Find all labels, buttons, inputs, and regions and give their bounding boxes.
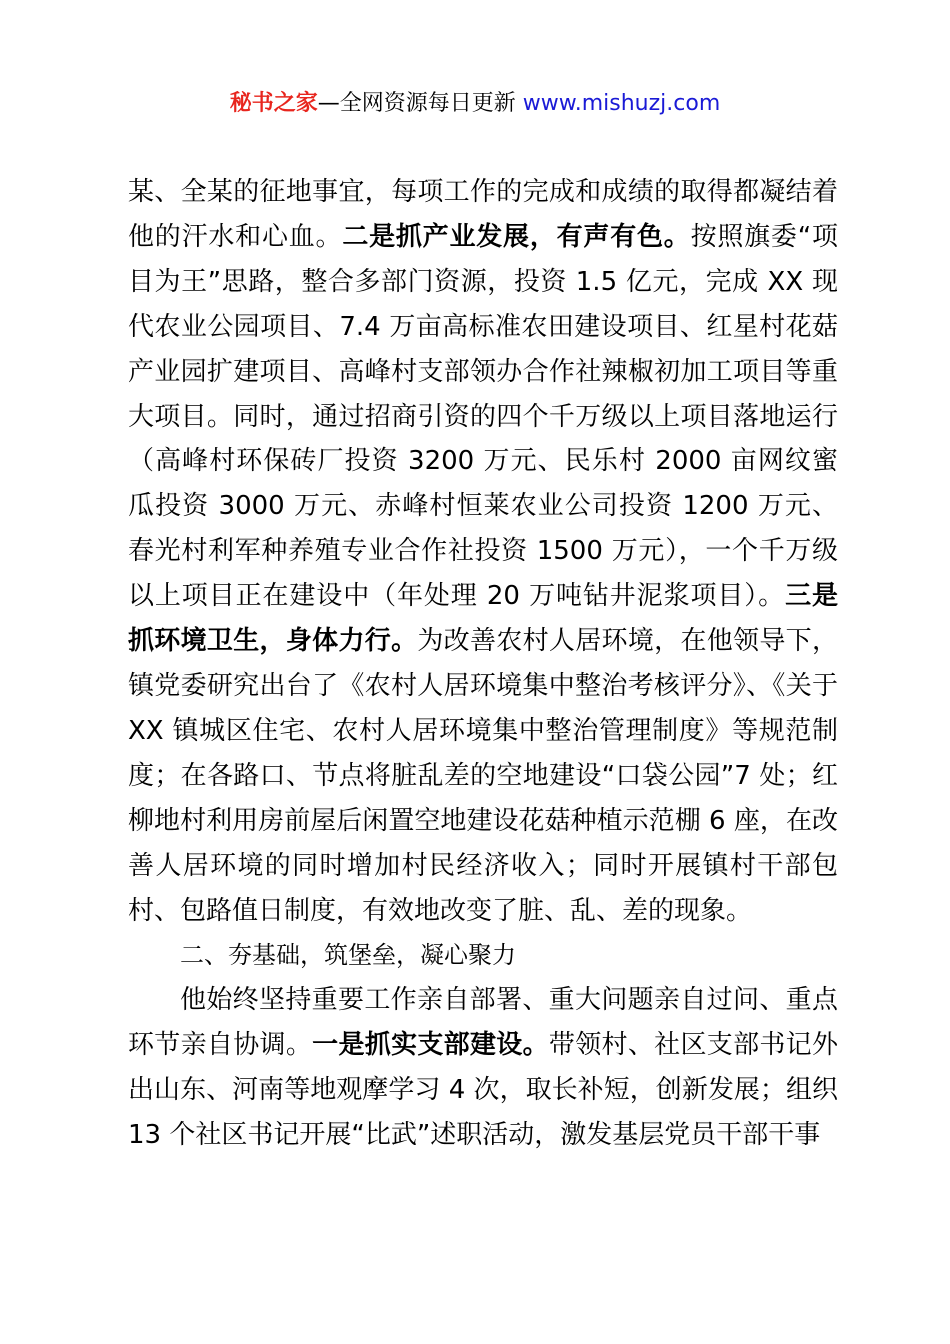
document-body <box>128 170 838 1158</box>
bold-subheading: 三是抓环境卫生，身体力行。 <box>128 581 838 657</box>
header-url-link[interactable]: www.mishuzj.com <box>522 91 721 116</box>
paragraph-text: 他始终坚持重要工作亲自部署、重大问题亲自过问、重点环节亲自协调。 <box>128 985 838 1061</box>
paragraph-text: 为改善农村人居环境，在他领导下，镇党委研究出台了《农村人居环境集中整治考核评分》、《关于 XX 镇城区住宅、农村人居环境集中整治管理制度》等规范制度；在各路口、节点将脏乱差的空地建设“口袋公园”7 处；红柳地村利用房前屋后闲置空地建设花菇种植示范棚 6 座，在改善人居环境的同时增加村民经济收入；同时开展镇村干部包村、包路值日制度，有效地改变了脏、乱、差的现象。 <box>128 626 838 926</box>
page-header <box>0 88 950 120</box>
paragraph-text: 带领村、社区支部书记外出山东、河南等地观摩学习 4 次，取长补短，创新发展；组织 13 个社区书记开展“比武”述职活动，激发基层党员干部干事 <box>128 1030 838 1151</box>
header-tagline: —全网资源每日更新 <box>317 91 516 116</box>
paragraph <box>128 978 838 1158</box>
paragraph-text: 按照旗委“项目为王”思路，整合多部门资源，投资 1.5 亿元，完成 XX 现代农业公园项目、7.4 万亩高标准农田建设项目、红星村花菇产业园扩建项目、高峰村支部领办合作社辣椒初加工项目等重大项目。同时，通过招商引资的四个千万级以上项目落地运行（高峰村环保砖厂投资 3200 万元、民乐村 2000 亩网纹蜜瓜投资 3000 万元、赤峰村恒莱农业公司投资 1200 万元、春光村利军种养殖专业合作社投资 1500 万元），一个千万级以上项目正在建设中（年处理 20 万吨钻井泥浆项目）。 <box>128 221 838 612</box>
section-heading: 二、夯基础，筑堡垒，凝心聚力 <box>180 941 516 970</box>
paragraph-text: 某、全某的征地事宜，每项工作的完成和成绩的取得都凝结着他的汗水和心血。 <box>128 177 838 252</box>
bold-subheading: 二是抓产业发展，有声有色。 <box>342 221 691 252</box>
header-brand: 秘书之家 <box>229 91 318 116</box>
paragraph <box>128 170 838 933</box>
bold-subheading: 一是抓实支部建设。 <box>312 1030 549 1061</box>
